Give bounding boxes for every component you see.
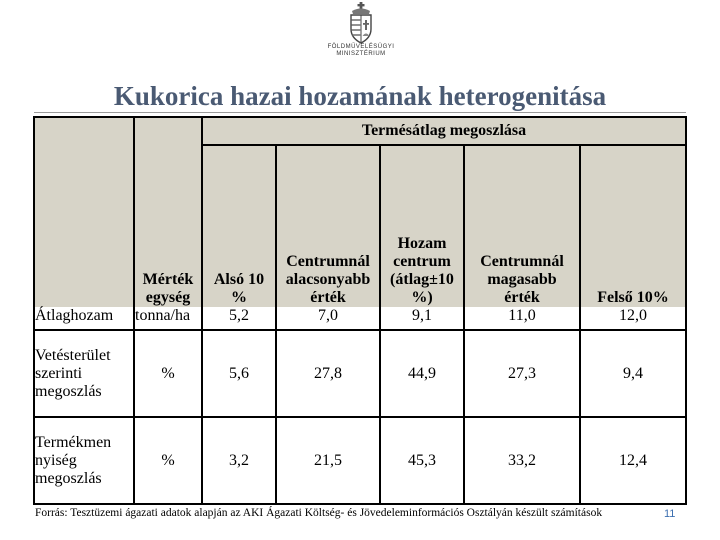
page-number: 11 xyxy=(664,508,676,520)
ministry-logo xyxy=(318,2,404,66)
distribution-group-header: Termésátlag megoszlása xyxy=(202,117,686,145)
table-cell: 5,2 xyxy=(202,307,276,330)
row-label: Termékmen nyiség megoszlás xyxy=(34,417,134,504)
col-header-yield-center: Hozam centrum (átlag±10 %) xyxy=(380,145,464,307)
table-cell: 33,2 xyxy=(464,417,580,504)
row-unit: % xyxy=(134,330,202,417)
header-blank-cell xyxy=(34,117,134,145)
table-cell: 12,0 xyxy=(580,307,686,330)
table-cell: 9,1 xyxy=(380,307,464,330)
yield-table xyxy=(33,116,687,505)
row-label: Vetésterület szerinti megoszlás xyxy=(34,330,134,417)
table-cell: 11,0 xyxy=(464,307,580,330)
header-blank-cell xyxy=(134,117,202,145)
page-title: Kukorica hazai hozamának heterogenitása xyxy=(113,81,607,111)
table-cell: 7,0 xyxy=(276,307,380,330)
row-unit: tonna/ha xyxy=(134,307,202,330)
col-header-upper-10: Felső 10% xyxy=(580,145,686,307)
ministry-name-line-2: MINISZTÉRIUM xyxy=(336,51,386,57)
col-header-above-center: Centrumnál magasabb érték xyxy=(464,145,580,307)
table-cell: 44,9 xyxy=(380,330,464,417)
coat-of-arms-icon xyxy=(346,2,376,44)
col-header-unit: Mérték egység xyxy=(134,145,202,307)
row-unit: % xyxy=(134,417,202,504)
table-row xyxy=(34,330,686,417)
table-cell: 3,2 xyxy=(202,417,276,504)
table-cell: 9,4 xyxy=(580,330,686,417)
title-divider xyxy=(34,112,686,113)
table-cell: 45,3 xyxy=(380,417,464,504)
table-cell: 12,4 xyxy=(580,417,686,504)
table-cell: 5,6 xyxy=(202,330,276,417)
row-label: Átlaghozam xyxy=(34,307,134,330)
table-row xyxy=(34,417,686,504)
source-note: Forrás: Tesztüzemi ágazati adatok alapján az AKI Ágazati Költség- és Jövedeleminformációs Osztályán készült számítások xyxy=(35,507,603,519)
header-blank-cell xyxy=(34,145,134,307)
ministry-name-line-1: FÖLDMŰVELÉSÜGYI xyxy=(327,44,395,50)
col-header-below-center: Centrumnál alacsonyabb érték xyxy=(276,145,380,307)
col-header-lower-10: Alsó 10 % xyxy=(202,145,276,307)
table-row xyxy=(34,307,686,330)
table-cell: 27,8 xyxy=(276,330,380,417)
table-cell: 21,5 xyxy=(276,417,380,504)
table-cell: 27,3 xyxy=(464,330,580,417)
